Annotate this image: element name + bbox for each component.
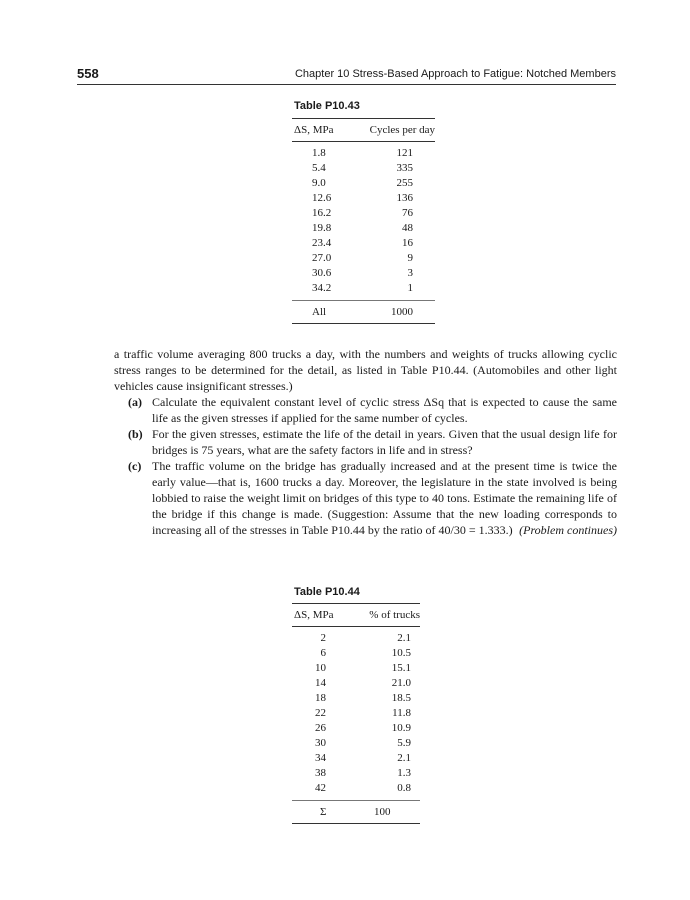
value-cell: 136 [396, 192, 413, 204]
stress-range-cell: 34.2 [312, 282, 332, 294]
table-row [292, 736, 420, 751]
stress-range-cell: 12.6 [312, 192, 332, 204]
table-row [292, 646, 420, 661]
table1-title: Table P10.43 [294, 100, 360, 112]
value-cell: 0.8 [397, 782, 411, 794]
table-total-row [292, 301, 435, 324]
table-p10-43 [292, 118, 435, 324]
value-cell: 5.9 [397, 737, 411, 749]
value-cell: 76 [402, 207, 413, 219]
stress-range-cell: 30.6 [312, 267, 332, 279]
table-row [292, 236, 435, 251]
stress-range-cell: 23.4 [312, 237, 332, 249]
stress-range-cell: 22 [315, 707, 326, 719]
value-cell: 255 [396, 177, 413, 189]
value-cell: 9 [407, 252, 413, 264]
stress-range-cell: 6 [320, 647, 326, 659]
stress-range-cell: 27.0 [312, 252, 332, 264]
table-row [292, 281, 435, 301]
table-row [292, 266, 435, 281]
value-cell: 18.5 [391, 692, 411, 704]
problem-text [114, 346, 617, 538]
stress-range-cell: 34 [315, 752, 326, 764]
table-row [292, 161, 435, 176]
page-number: 558 [77, 66, 99, 81]
table2-title: Table P10.44 [294, 586, 360, 598]
column-header: Cycles per day [369, 124, 435, 136]
value-cell: 48 [402, 222, 413, 234]
stress-range-cell: 14 [315, 677, 326, 689]
value-cell: 2.1 [397, 752, 411, 764]
stress-range-cell: 19.8 [312, 222, 332, 234]
table-total-row [292, 801, 420, 824]
stress-range-cell: 1.8 [312, 147, 326, 159]
value-cell: 2.1 [397, 632, 411, 644]
stress-range-cell: 42 [315, 782, 326, 794]
total-value: 100 [374, 806, 391, 818]
item-label: (a) [128, 395, 142, 409]
total-label: All [312, 306, 327, 318]
value-cell: 21.0 [391, 677, 411, 689]
table-row [292, 627, 420, 647]
stress-range-cell: 26 [315, 722, 326, 734]
table-row [292, 691, 420, 706]
table-row [292, 721, 420, 736]
question-b [114, 426, 617, 458]
value-cell: 15.1 [391, 662, 411, 674]
value-cell: 1.3 [397, 767, 411, 779]
total-label: Σ [320, 806, 327, 818]
intro-paragraph: a traffic volume averaging 800 trucks a day, with the numbers and weights of trucks allowing cyclic stress ranges to be determined for the detail, as listed in Table P10.44. (Automobiles and other light vehicles cause insignificant stresses.) [114, 347, 617, 393]
table-row [292, 251, 435, 266]
table-header-row [292, 119, 435, 142]
table-row [292, 781, 420, 801]
stress-range-cell: 30 [315, 737, 326, 749]
value-cell: 16 [402, 237, 413, 249]
table-row [292, 676, 420, 691]
table-row [292, 751, 420, 766]
header-rule [77, 84, 616, 85]
table-row [292, 766, 420, 781]
value-cell: 10.5 [391, 647, 411, 659]
value-cell: 3 [407, 267, 413, 279]
value-cell: 335 [396, 162, 413, 174]
table-header-row [292, 604, 420, 627]
item-text: The traffic volume on the bridge has gradually increased and at the present time is twice the early value—that is, 1600 trucks a day. Moreover, the legislature in the state involved is being lobbied to raise the weight limit on bridges of this type to 40 tons. Estimate the remaining life of the bridge if this change is made. (Suggestion: Assume that the new loading corresponds to increasing all of the stresses in Table P10.44 by the ratio of 40/30 = 1.333.) [152, 459, 617, 537]
stress-range-cell: 18 [315, 692, 326, 704]
value-cell: 121 [396, 147, 413, 159]
stress-range-cell: 2 [320, 632, 326, 644]
stress-range-cell: 5.4 [312, 162, 326, 174]
column-header: % of trucks [369, 609, 420, 621]
value-cell: 10.9 [391, 722, 411, 734]
table-row [292, 142, 435, 162]
stress-range-cell: 16.2 [312, 207, 332, 219]
table-row [292, 706, 420, 721]
table-row [292, 221, 435, 236]
table-row [292, 206, 435, 221]
item-label: (c) [128, 459, 142, 473]
item-text: For the given stresses, estimate the life of the detail in years. Given that the usual design life for bridges is 75 years, what are the safety factors in life and in stress? [152, 427, 617, 457]
stress-range-cell: 38 [315, 767, 326, 779]
column-header: ΔS, MPa [294, 124, 334, 136]
item-text: Calculate the equivalent constant level of cyclic stress ΔSq that is expected to cause the same life as the given stresses if applied for the same number of cycles. [152, 395, 617, 425]
stress-range-cell: 10 [315, 662, 326, 674]
table-row [292, 661, 420, 676]
total-value: 1000 [391, 306, 413, 318]
continued-note: (Problem continues) [519, 523, 617, 537]
value-cell: 1 [407, 282, 413, 294]
value-cell: 11.8 [392, 707, 411, 719]
question-a [114, 394, 617, 426]
item-label: (b) [128, 427, 143, 441]
question-c [114, 458, 617, 538]
stress-range-cell: 9.0 [312, 177, 326, 189]
table-row [292, 176, 435, 191]
column-header: ΔS, MPa [294, 609, 334, 621]
table-row [292, 191, 435, 206]
running-head: Chapter 10 Stress-Based Approach to Fatigue: Notched Members [294, 68, 616, 80]
table-p10-44 [292, 603, 420, 824]
